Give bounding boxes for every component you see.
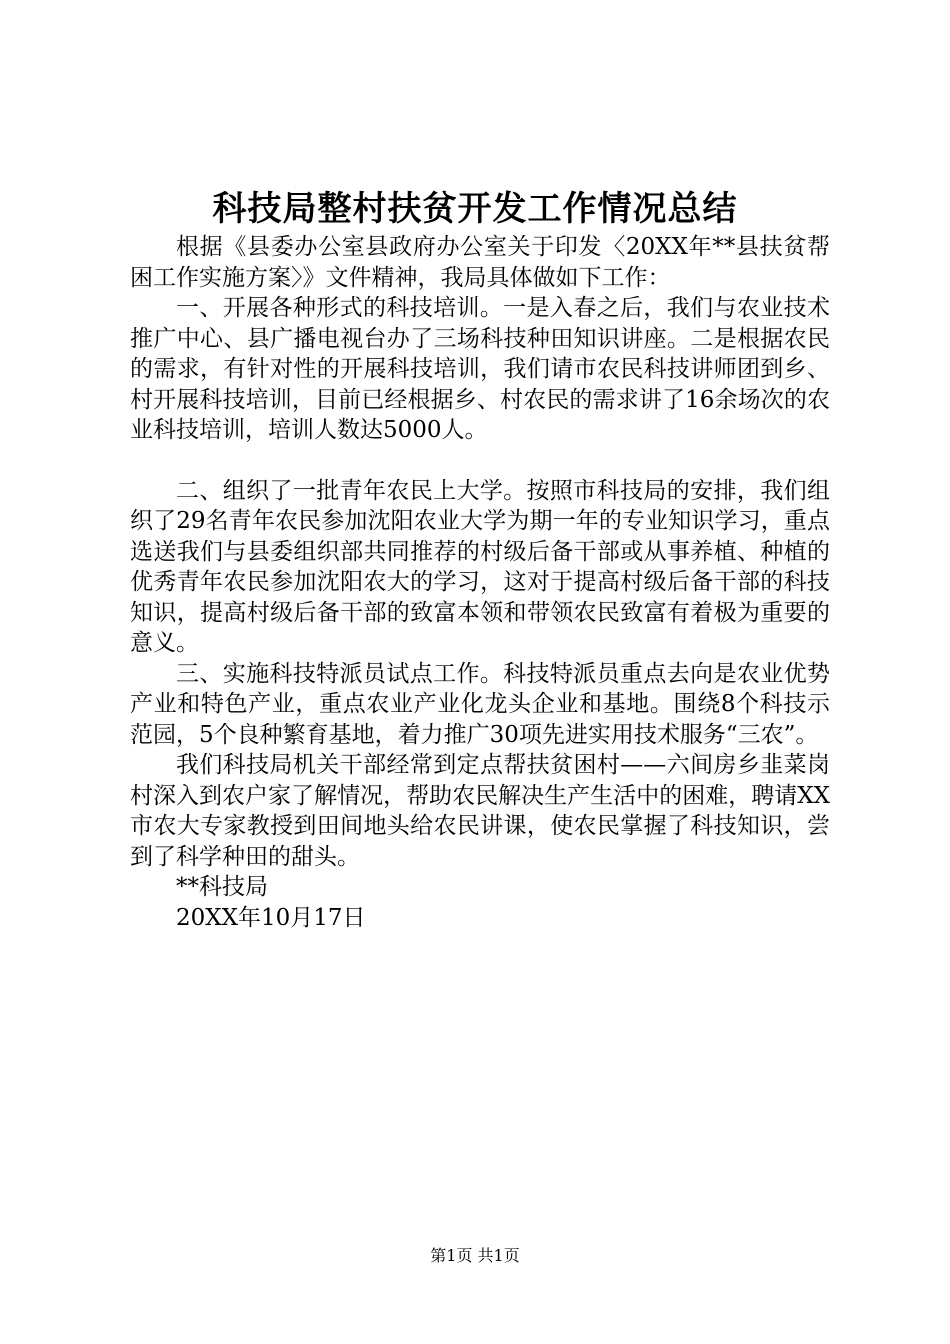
document-date: 20XX年10月17日 [176,904,366,931]
paragraph-section-3: 三、实施科技特派员试点工作。科技特派员重点去向是农业优势产业和特色产业，重点农业产业化龙头企业和基地。围绕8个科技示范园，5个良种繁育基地，着力推广30项先进实用技术服务“三农”。 [130,660,830,748]
paragraph-section-2: 二、组织了一批青年农民上大学。按照市科技局的安排，我们组织了29名青年农民参加沈阳农业大学为期一年的专业知识学习，重点选送我们与县委组织部共同推荐的村级后备干部或从事养植、种植的优秀青年农民参加沈阳农大的学习，这对于提高村级后备干部的科技知识，提高村级后备干部的致富本领和带领农民致富有着极为重要的意义。 [130,477,830,656]
signature: **科技局 [176,874,268,900]
paragraph-section-1: 一、开展各种形式的科技培训。一是入春之后，我们与农业技术推广中心、县广播电视台办了三场科技种田知识讲座。二是根据农民的需求，有针对性的开展科技培训，我们请市农民科技讲师团到乡、村开展科技培训，目前已经根据乡、村农民的需求讲了16余场次的农业科技培训，培训人数达5000人。 [130,295,830,443]
paragraph-spacer [130,446,830,476]
paragraph-intro: 根据《县委办公室县政府办公室关于印发〈20XX年**县扶贫帮困工作实施方案〉》文件精神，我局具体做如下工作： [130,234,830,291]
page-footer: 第1页 共1页 [430,1246,520,1265]
document-body [130,232,830,933]
document-title: 科技局整村扶贫开发工作情况总结 [212,189,738,229]
paragraph-closing: 我们科技局机关干部经常到定点帮扶贫困村——六间房乡韭菜岗村深入到农户家了解情况，帮助农民解决生产生活中的困难，聘请XX市农大专家教授到田间地头给农民讲课，使农民掌握了科技知识，尝到了科学种田的甜头。 [130,752,830,870]
